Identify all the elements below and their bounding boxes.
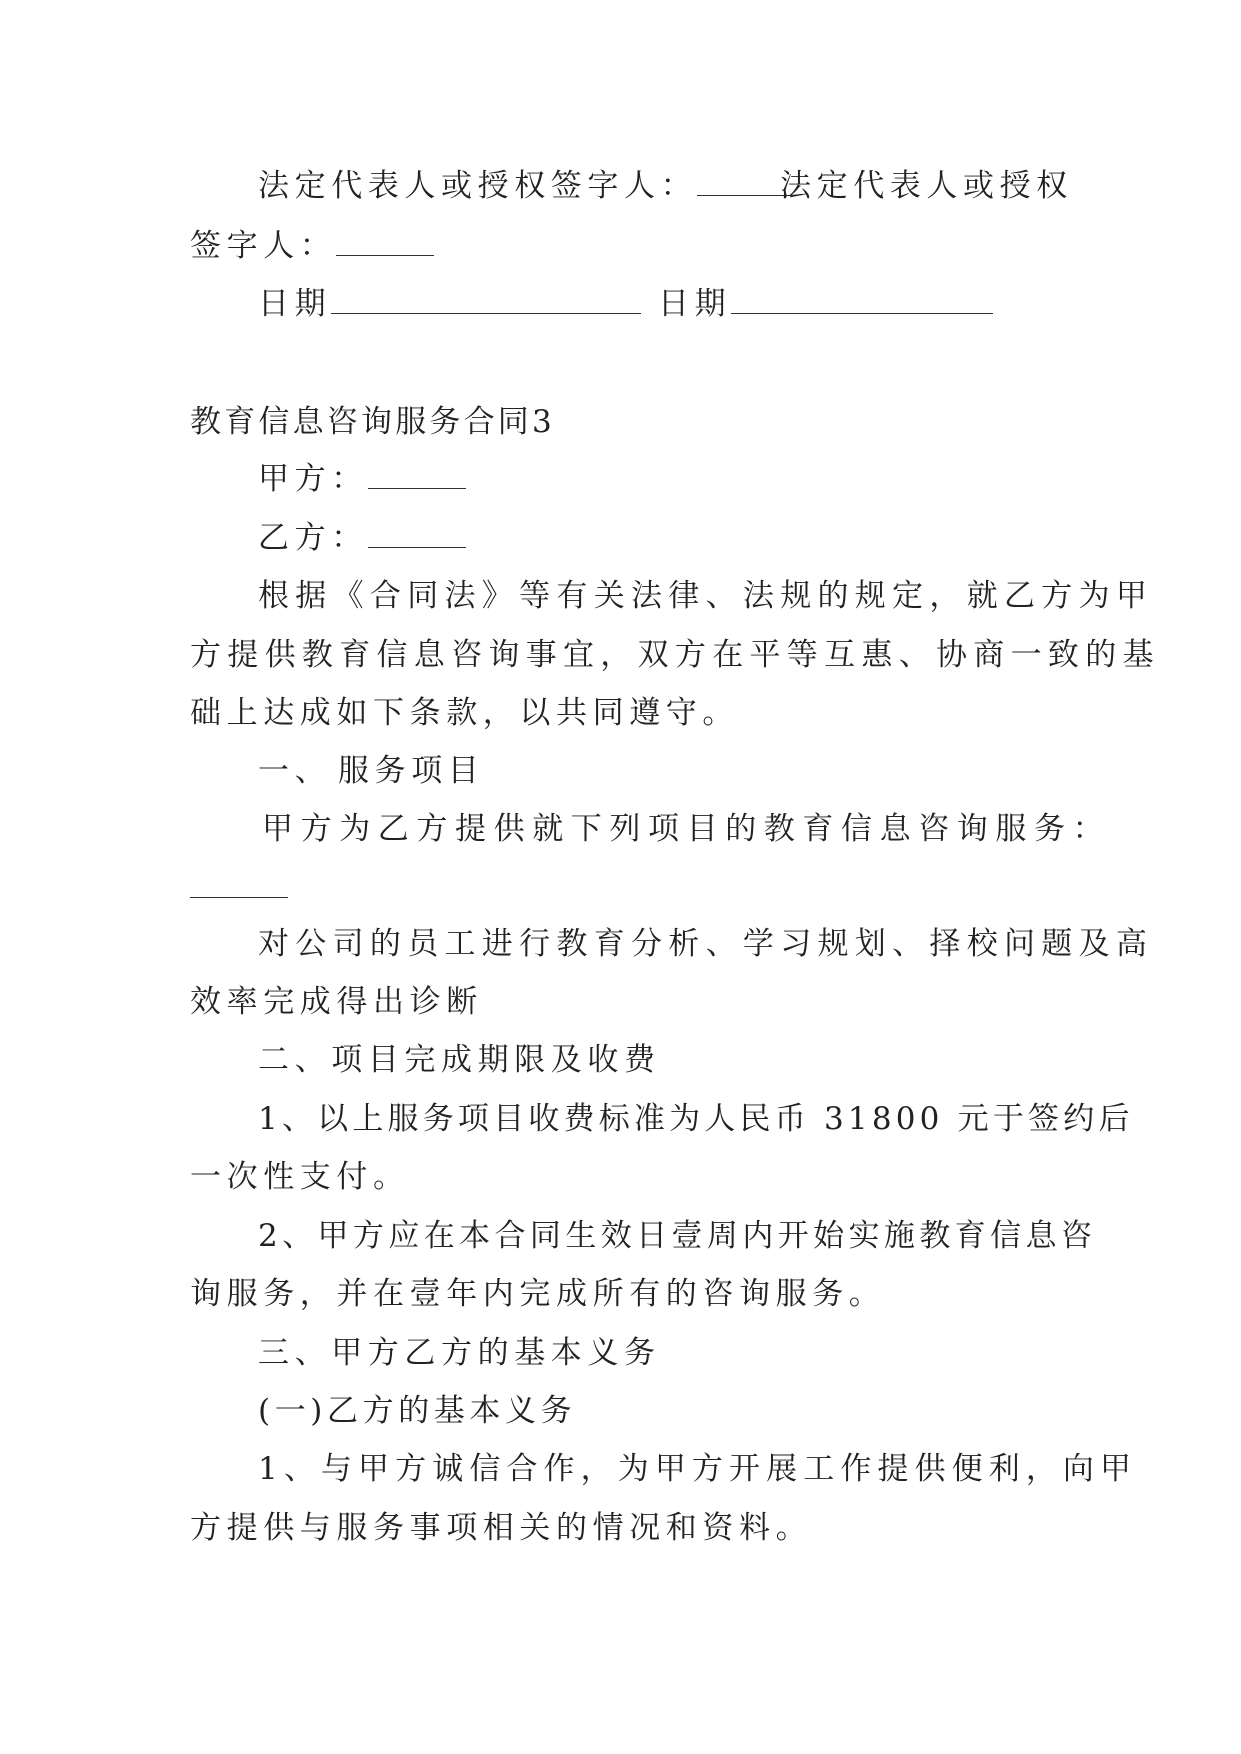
service-blank-line [190,868,288,908]
party-b-label: 乙方： [258,520,368,556]
party-a-blank [368,464,466,489]
service-blank [190,873,288,898]
signature-label-1: 法定代表人或授权签字人： [258,168,698,204]
duty-line-1: 1、与甲方诚信合作，为甲方开展工作提供便利，向甲 [258,1451,1138,1487]
signature-line-1-left [258,166,795,206]
party-a-label: 甲方： [258,461,368,497]
date-field-1 [258,284,641,324]
signature-label-2: 签字人： [190,228,337,264]
section-3-title: 三、甲方乙方的基本义务 [258,1335,661,1371]
signature-line-1-right: 法定代表人或授权 [780,168,1073,204]
schedule-line-2: 询服务，并在壹年内完成所有的咨询服务。 [190,1276,886,1312]
signature-line-2 [190,226,434,266]
analysis-line-2: 效率完成得出诊断 [190,984,483,1020]
date-label-1: 日期 [258,286,332,322]
signature-blank-2 [336,231,434,256]
schedule-line-1: 2、甲方应在本合同生效日壹周内开始实施教育信息咨 [258,1218,1097,1254]
service-line-1: 甲方为乙方提供就下列项目的教育信息咨询服务： [262,811,1112,847]
intro-line-1: 根据《合同法》等有关法律、法规的规定，就乙方为甲 [258,578,1154,614]
intro-line-2: 方提供教育信息咨询事宜，双方在平等互惠、协商一致的基 [190,637,1160,673]
party-b-line [258,518,466,558]
date-label-2: 日期 [658,286,732,322]
section-2-title: 二、项目完成期限及收费 [258,1042,661,1078]
party-b-blank [368,523,466,548]
date-blank-1 [331,289,641,314]
analysis-line-1: 对公司的员工进行教育分析、学习规划、择校问题及高 [258,926,1154,962]
intro-line-3: 础上达成如下条款，以共同遵守。 [190,695,739,731]
section-1-number: 一、 [258,753,332,789]
fee-line-1: 1、以上服务项目收费标准为人民币 31800 元于签约后 [258,1101,1134,1137]
duty-line-2: 方提供与服务事项相关的情况和资料。 [190,1510,813,1546]
date-field-2 [658,284,993,324]
fee-line-2: 一次性支付。 [190,1159,410,1195]
section-1-title: 服务项目 [338,753,485,789]
party-a-line [258,459,466,499]
date-blank-2 [731,289,993,314]
contract-title: 教育信息咨询服务合同3 [190,404,555,440]
subsection-1-title: (一)乙方的基本义务 [258,1393,577,1429]
